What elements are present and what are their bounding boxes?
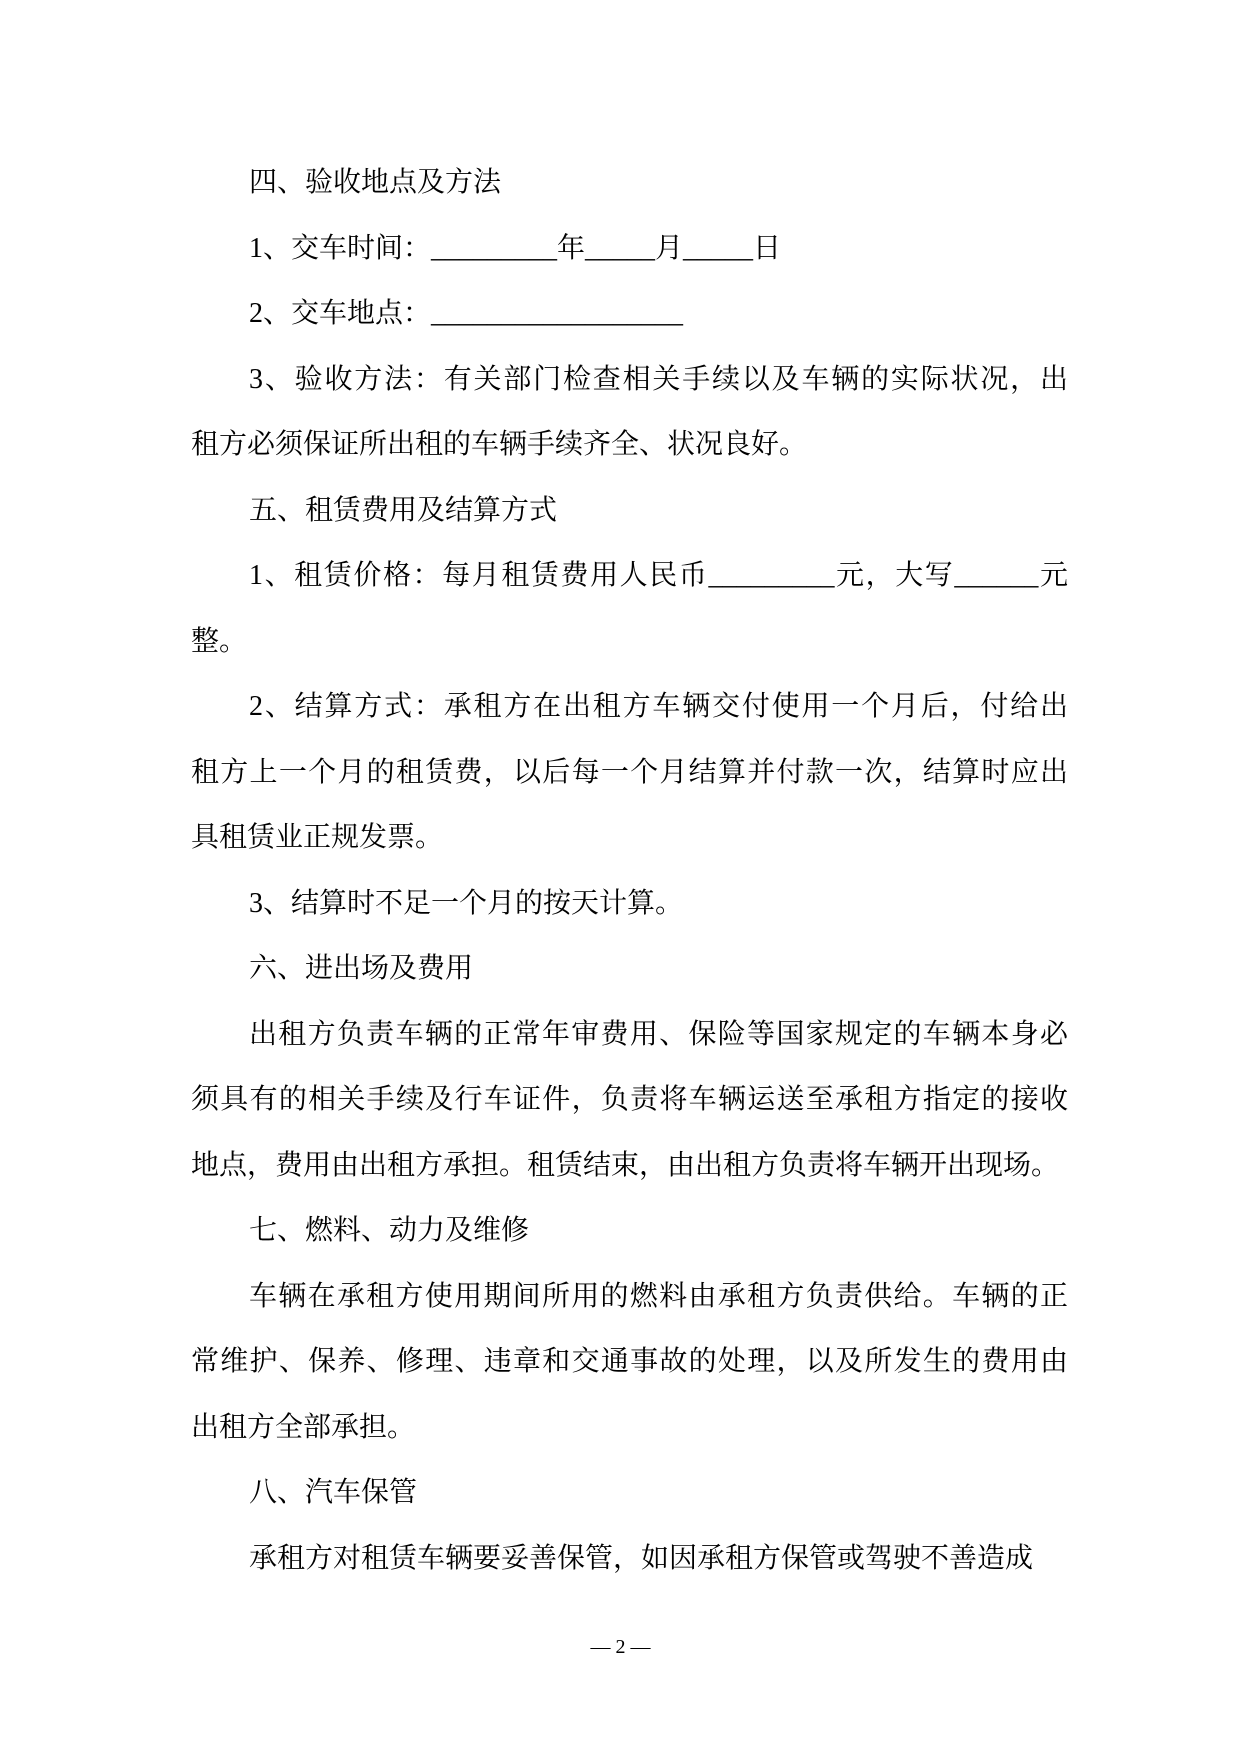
paragraph-line: 承租方对租赁车辆要妥善保管，如因承租方保管或驾驶不善造成 xyxy=(249,1542,1034,1574)
paragraph-line: 具租赁业正规发票。 xyxy=(191,822,444,853)
paragraph-line: 3、验收方法：有关部门检查相关手续以及车辆的实际状况，出 xyxy=(249,363,1068,395)
section-heading: 七、燃料、动力及维修 xyxy=(249,1215,530,1246)
paragraph-line: 2、交车地点：__________________ xyxy=(249,298,684,329)
section-heading: 八、汽车保管 xyxy=(249,1477,418,1508)
paragraph-line: 出租方负责车辆的正常年审费用、保险等国家规定的车辆本身必 xyxy=(249,1018,1068,1050)
section-heading: 六、进出场及费用 xyxy=(249,953,474,984)
paragraph-line: 须具有的相关手续及行车证件，负责将车辆运送至承租方指定的接收 xyxy=(191,1084,1068,1115)
paragraph-line: 常维护、保养、修理、违章和交通事故的处理，以及所发生的费用由 xyxy=(191,1346,1068,1377)
paragraph-line: 整。 xyxy=(191,625,248,657)
paragraph-line: 1、交车时间：_________年_____月_____日 xyxy=(249,232,782,264)
paragraph-line: 车辆在承租方使用期间所用的燃料由承租方负责供给。车辆的正 xyxy=(249,1280,1068,1312)
page-number: — 2 — xyxy=(590,1636,651,1658)
paragraph-line: 1、租赁价格：每月租赁费用人民币_________元，大写______元 xyxy=(249,560,1068,591)
paragraph-line: 地点，费用由出租方承担。租赁结束，由出租方负责将车辆开出现场。 xyxy=(191,1149,1060,1181)
paragraph-line: 租方必须保证所出租的车辆手续齐全、状况良好。 xyxy=(191,429,808,460)
section-heading: 四、验收地点及方法 xyxy=(249,167,502,198)
document-body xyxy=(191,150,1068,1591)
section-heading: 五、租赁费用及结算方式 xyxy=(249,494,558,526)
paragraph-line: 租方上一个月的租赁费，以后每一个月结算并付款一次，结算时应出 xyxy=(191,756,1068,788)
paragraph-line: 2、结算方式：承租方在出租方车辆交付使用一个月后，付给出 xyxy=(249,691,1068,722)
paragraph-line: 出租方全部承担。 xyxy=(191,1411,416,1443)
paragraph-line: 3、结算时不足一个月的按天计算。 xyxy=(249,887,684,919)
